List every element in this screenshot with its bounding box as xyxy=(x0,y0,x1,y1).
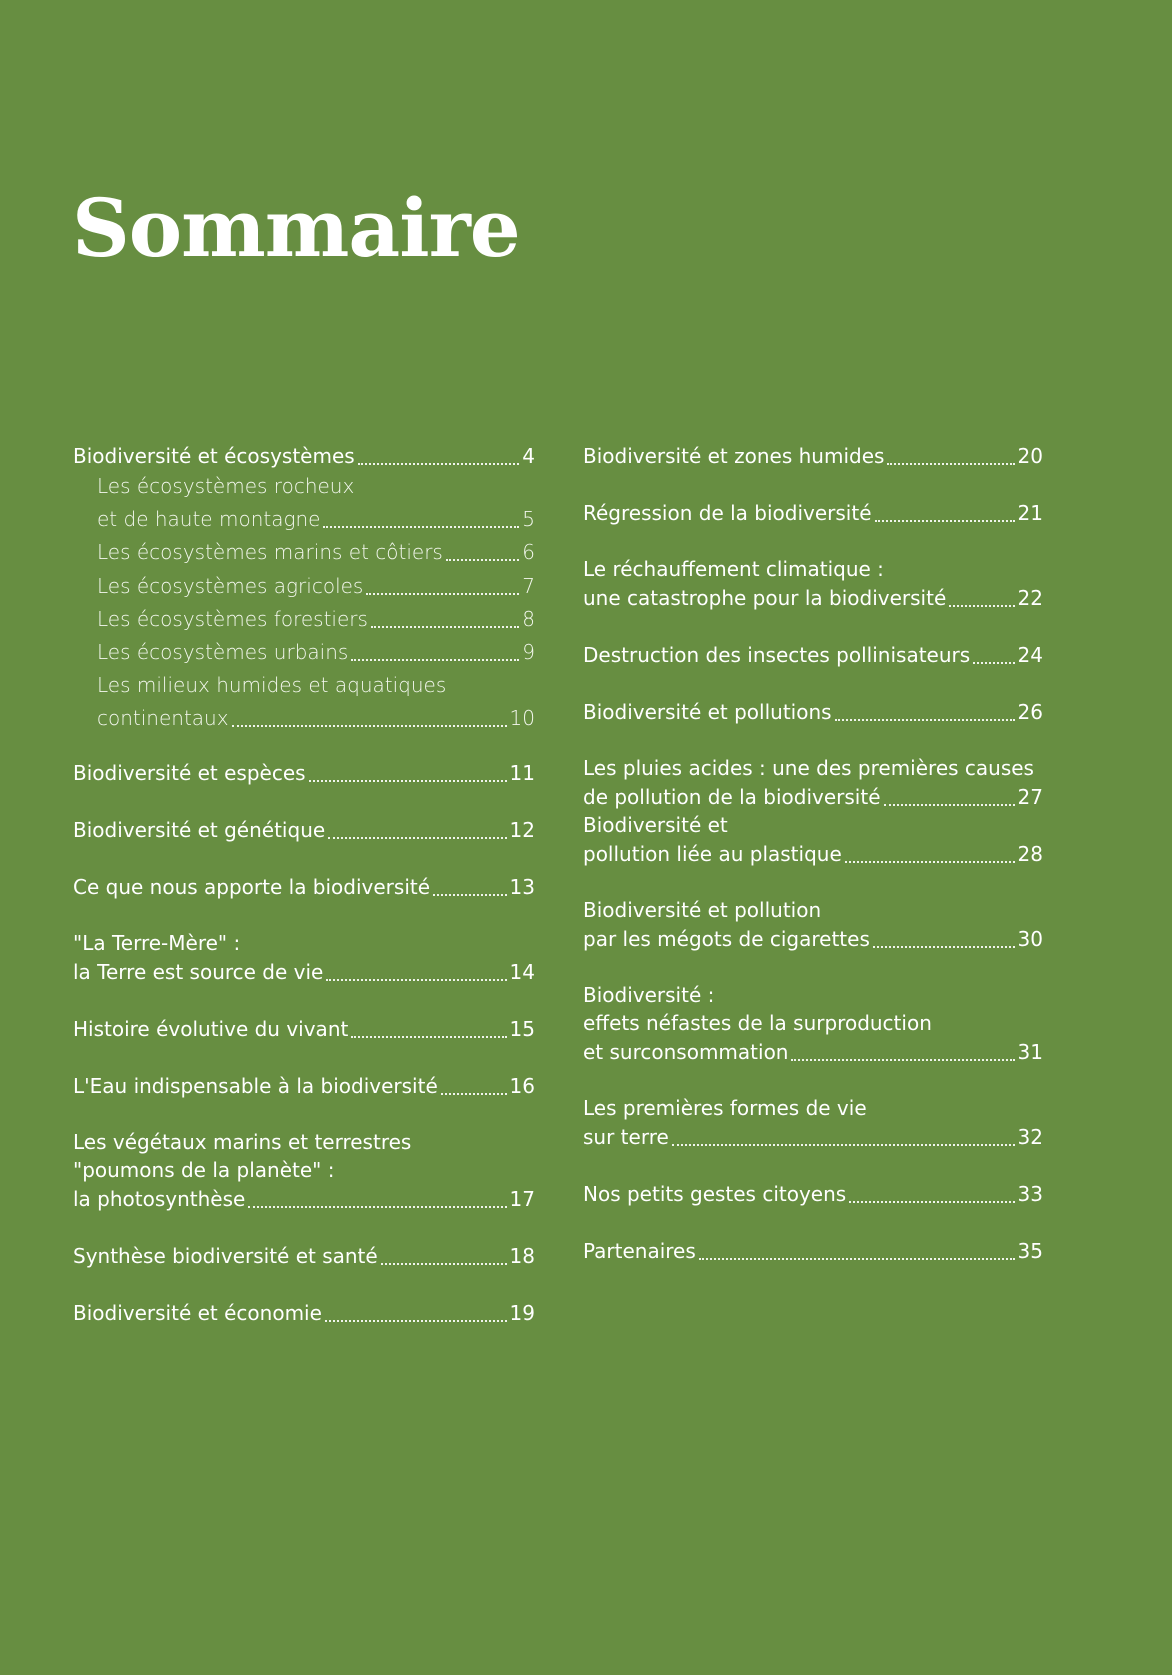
toc-page-number: 24 xyxy=(1017,643,1043,667)
toc-entry[interactable] xyxy=(583,896,1043,953)
toc-page-number: 4 xyxy=(522,444,535,468)
toc-entry-title-line: Biodiversité et espèces xyxy=(73,760,306,785)
toc-page-number: 13 xyxy=(509,874,535,899)
dot-leader xyxy=(358,443,520,465)
toc-entry[interactable] xyxy=(73,1071,535,1100)
toc-entry[interactable] xyxy=(73,872,535,901)
toc-entry[interactable] xyxy=(583,981,1043,1066)
toc-page-number: 10 xyxy=(509,706,535,731)
toc-entry-title-line: pollution liée au plastique xyxy=(583,842,842,866)
dot-leader xyxy=(949,585,1014,607)
toc-entry-title-line: Synthèse biodiversité et santé xyxy=(73,1243,378,1268)
dot-leader xyxy=(845,841,1015,863)
toc-page-number: 16 xyxy=(509,1073,535,1098)
toc-entry-title-line: Les écosystèmes forestiers xyxy=(97,606,368,631)
dot-leader xyxy=(441,1073,507,1095)
toc-entry-leader-row xyxy=(583,924,1043,953)
toc-entry-title-line: Biodiversité et génétique xyxy=(73,817,326,842)
toc-entry-title-line: une catastrophe pour la biodiversité xyxy=(583,586,947,610)
toc-entry[interactable] xyxy=(583,1179,1043,1208)
toc-sub-entry[interactable] xyxy=(73,470,535,536)
toc-left-column xyxy=(73,441,535,1327)
toc-page-number: 17 xyxy=(509,1186,535,1211)
toc-page-number: 33 xyxy=(1017,1182,1043,1206)
toc-page-number: 11 xyxy=(509,760,535,785)
toc-entry-leader-row xyxy=(583,1122,1043,1151)
toc-entry[interactable] xyxy=(583,1236,1043,1265)
toc-sub-entry[interactable] xyxy=(73,603,535,636)
dot-leader xyxy=(699,1238,1015,1260)
dot-leader xyxy=(973,642,1014,664)
toc-page-number: 15 xyxy=(509,1016,535,1041)
toc-entry-title-line: par les mégots de cigarettes xyxy=(583,927,870,951)
toc-entry-title-line: la Terre est source de vie xyxy=(73,959,324,984)
toc-entry-leader-row xyxy=(73,815,535,844)
toc-entry-leader-row xyxy=(73,1241,535,1270)
toc-page-number: 18 xyxy=(509,1243,535,1268)
toc-page-number: 31 xyxy=(1017,1040,1043,1064)
toc-entry-title-line: et de haute montagne xyxy=(97,507,321,532)
toc-page-number: 22 xyxy=(1017,586,1043,610)
dot-leader xyxy=(309,760,507,782)
dot-leader xyxy=(884,784,1015,806)
toc-entry-leader-row xyxy=(73,1014,535,1043)
toc-entry[interactable] xyxy=(583,1094,1043,1151)
toc-entry-title-line: Biodiversité et zones humides xyxy=(583,444,885,468)
toc-entry-leader-row xyxy=(583,839,1043,868)
toc-page-number: 20 xyxy=(1017,444,1043,468)
toc-entry-leader-row xyxy=(73,441,535,470)
dot-leader xyxy=(849,1181,1014,1203)
toc-entry-title-line: Les écosystèmes urbains xyxy=(97,640,349,665)
toc-entry[interactable] xyxy=(73,1128,535,1213)
toc-entry-title-line: continentaux xyxy=(97,706,229,731)
dot-leader xyxy=(381,1243,507,1265)
dot-leader xyxy=(366,573,519,595)
dot-leader xyxy=(873,926,1015,948)
toc-entry-title-line: Le réchauffement climatique : xyxy=(583,557,884,581)
toc-page-number: 19 xyxy=(509,1300,535,1325)
toc-sub-entry[interactable] xyxy=(73,570,535,603)
toc-entry-leader-row xyxy=(583,782,1043,811)
toc-entry-title-line: Les premières formes de vie xyxy=(583,1096,867,1120)
toc-page-number: 21 xyxy=(1017,501,1043,525)
toc-entry[interactable] xyxy=(73,1298,535,1327)
toc-entry-title-line: Ce que nous apporte la biodiversité xyxy=(73,874,431,899)
toc-page-number: 26 xyxy=(1017,700,1043,724)
toc-entry-title-line: Biodiversité et pollution xyxy=(583,898,822,922)
toc-entry-leader-row xyxy=(97,603,535,636)
dot-leader xyxy=(446,539,519,561)
toc-entry-leader-row xyxy=(73,872,535,901)
dot-leader xyxy=(351,1016,506,1038)
dot-leader xyxy=(835,699,1015,721)
toc-entry[interactable] xyxy=(73,929,535,986)
toc-entry-title-line: de pollution de la biodiversité xyxy=(583,785,881,809)
dot-leader xyxy=(325,1300,507,1322)
toc-page-number: 6 xyxy=(522,540,535,565)
toc-entry-leader-row xyxy=(583,1179,1043,1208)
dot-leader xyxy=(791,1039,1014,1061)
toc-entry-leader-row xyxy=(583,498,1043,527)
toc-entry[interactable] xyxy=(583,555,1043,612)
dot-leader xyxy=(672,1124,1015,1146)
toc-entry-title-line: Régression de la biodiversité xyxy=(583,501,872,525)
toc-entry-title-line: Destruction des insectes pollinisateurs xyxy=(583,643,971,667)
dot-leader xyxy=(323,506,519,528)
toc-entry-leader-row xyxy=(97,702,535,735)
toc-page-number: 32 xyxy=(1017,1125,1043,1149)
page-title: Sommaire xyxy=(72,181,520,275)
dot-leader xyxy=(232,705,507,727)
toc-entry-leader-row xyxy=(73,957,535,986)
toc-page-number: 14 xyxy=(509,959,535,984)
toc-right-column xyxy=(583,441,1043,1265)
toc-entry[interactable] xyxy=(583,811,1043,868)
toc-entry-title-line: et surconsommation xyxy=(583,1040,789,1064)
dot-leader xyxy=(433,874,507,896)
toc-entry-leader-row xyxy=(97,570,535,603)
dot-leader xyxy=(328,817,506,839)
toc-page-number: 9 xyxy=(522,640,535,665)
toc-page-number: 12 xyxy=(509,817,535,842)
toc-page-number: 27 xyxy=(1017,785,1043,809)
toc-entry-leader-row xyxy=(97,536,535,569)
toc-page-number: 35 xyxy=(1017,1239,1043,1263)
toc-entry[interactable] xyxy=(73,758,535,787)
toc-entry-title-line: la photosynthèse xyxy=(73,1186,246,1211)
toc-entry-title-line: "La Terre-Mère" : xyxy=(73,930,241,955)
toc-page-number: 8 xyxy=(522,606,535,631)
toc-entry-title-line: "poumons de la planète" : xyxy=(73,1157,335,1182)
toc-entry-leader-row xyxy=(583,640,1043,669)
toc-page-number: 5 xyxy=(522,507,535,532)
toc-entry-title-line: Biodiversité et économie xyxy=(73,1300,322,1325)
toc-entry[interactable] xyxy=(583,498,1043,527)
dot-leader xyxy=(248,1186,506,1208)
toc-entry-leader-row xyxy=(583,1236,1043,1265)
toc-sub-entry[interactable] xyxy=(73,636,535,669)
toc-entry-leader-row xyxy=(583,1037,1043,1066)
dot-leader xyxy=(326,959,506,981)
toc-entry-leader-row xyxy=(73,758,535,787)
toc-entry-title-line: Biodiversité et xyxy=(583,813,728,837)
toc-entry-title-line: Biodiversité et pollutions xyxy=(583,700,832,724)
toc-entry-leader-row xyxy=(583,583,1043,612)
toc-entry-leader-row xyxy=(73,1184,535,1213)
toc-entry[interactable] xyxy=(583,754,1043,811)
toc-entry[interactable] xyxy=(73,441,535,470)
toc-entry-title-line: Partenaires xyxy=(583,1239,696,1263)
toc-entry-leader-row xyxy=(73,1298,535,1327)
toc-entry-leader-row xyxy=(583,697,1043,726)
toc-entry[interactable] xyxy=(583,441,1043,470)
toc-entry[interactable] xyxy=(73,1241,535,1270)
toc-entry-title-line: Biodiversité et écosystèmes xyxy=(73,444,355,468)
toc-page-number: 7 xyxy=(522,573,535,598)
toc-page-number: 30 xyxy=(1017,927,1043,951)
toc-sub-entry[interactable] xyxy=(73,536,535,569)
toc-entry[interactable] xyxy=(73,1014,535,1043)
toc-entry-title-line: Histoire évolutive du vivant xyxy=(73,1016,349,1041)
toc-entry-title-line: Les milieux humides et aquatiques xyxy=(97,673,447,698)
toc-entry-title-line: Les pluies acides : une des premières causes xyxy=(583,756,1034,780)
toc-page-number: 28 xyxy=(1017,842,1043,866)
toc-entry[interactable] xyxy=(73,815,535,844)
toc-sub-entry[interactable] xyxy=(73,669,535,735)
toc-entry-title-line: Les écosystèmes rocheux xyxy=(97,474,355,498)
dot-leader xyxy=(371,606,519,628)
toc-entry-leader-row xyxy=(97,503,535,536)
toc-entry-title-line: L'Eau indispensable à la biodiversité xyxy=(73,1073,438,1098)
toc-entry-title-line: sur terre xyxy=(583,1125,669,1149)
toc-entry-leader-row xyxy=(97,636,535,669)
dot-leader xyxy=(875,500,1015,522)
toc-entry-title-line: effets néfastes de la surproduction xyxy=(583,1011,932,1035)
toc-entry-leader-row xyxy=(583,441,1043,470)
toc-entry[interactable] xyxy=(583,697,1043,726)
toc-entry-title-line: Les écosystèmes agricoles xyxy=(97,573,364,598)
toc-entry-title-line: Nos petits gestes citoyens xyxy=(583,1182,847,1206)
dot-leader xyxy=(351,639,519,661)
dot-leader xyxy=(887,443,1014,465)
toc-entry-title-line: Les végétaux marins et terrestres xyxy=(73,1129,412,1154)
toc-entry-title-line: Biodiversité : xyxy=(583,983,715,1007)
toc-entry-title-line: Les écosystèmes marins et côtiers xyxy=(97,540,443,565)
toc-entry[interactable] xyxy=(583,640,1043,669)
toc-entry-leader-row xyxy=(73,1071,535,1100)
